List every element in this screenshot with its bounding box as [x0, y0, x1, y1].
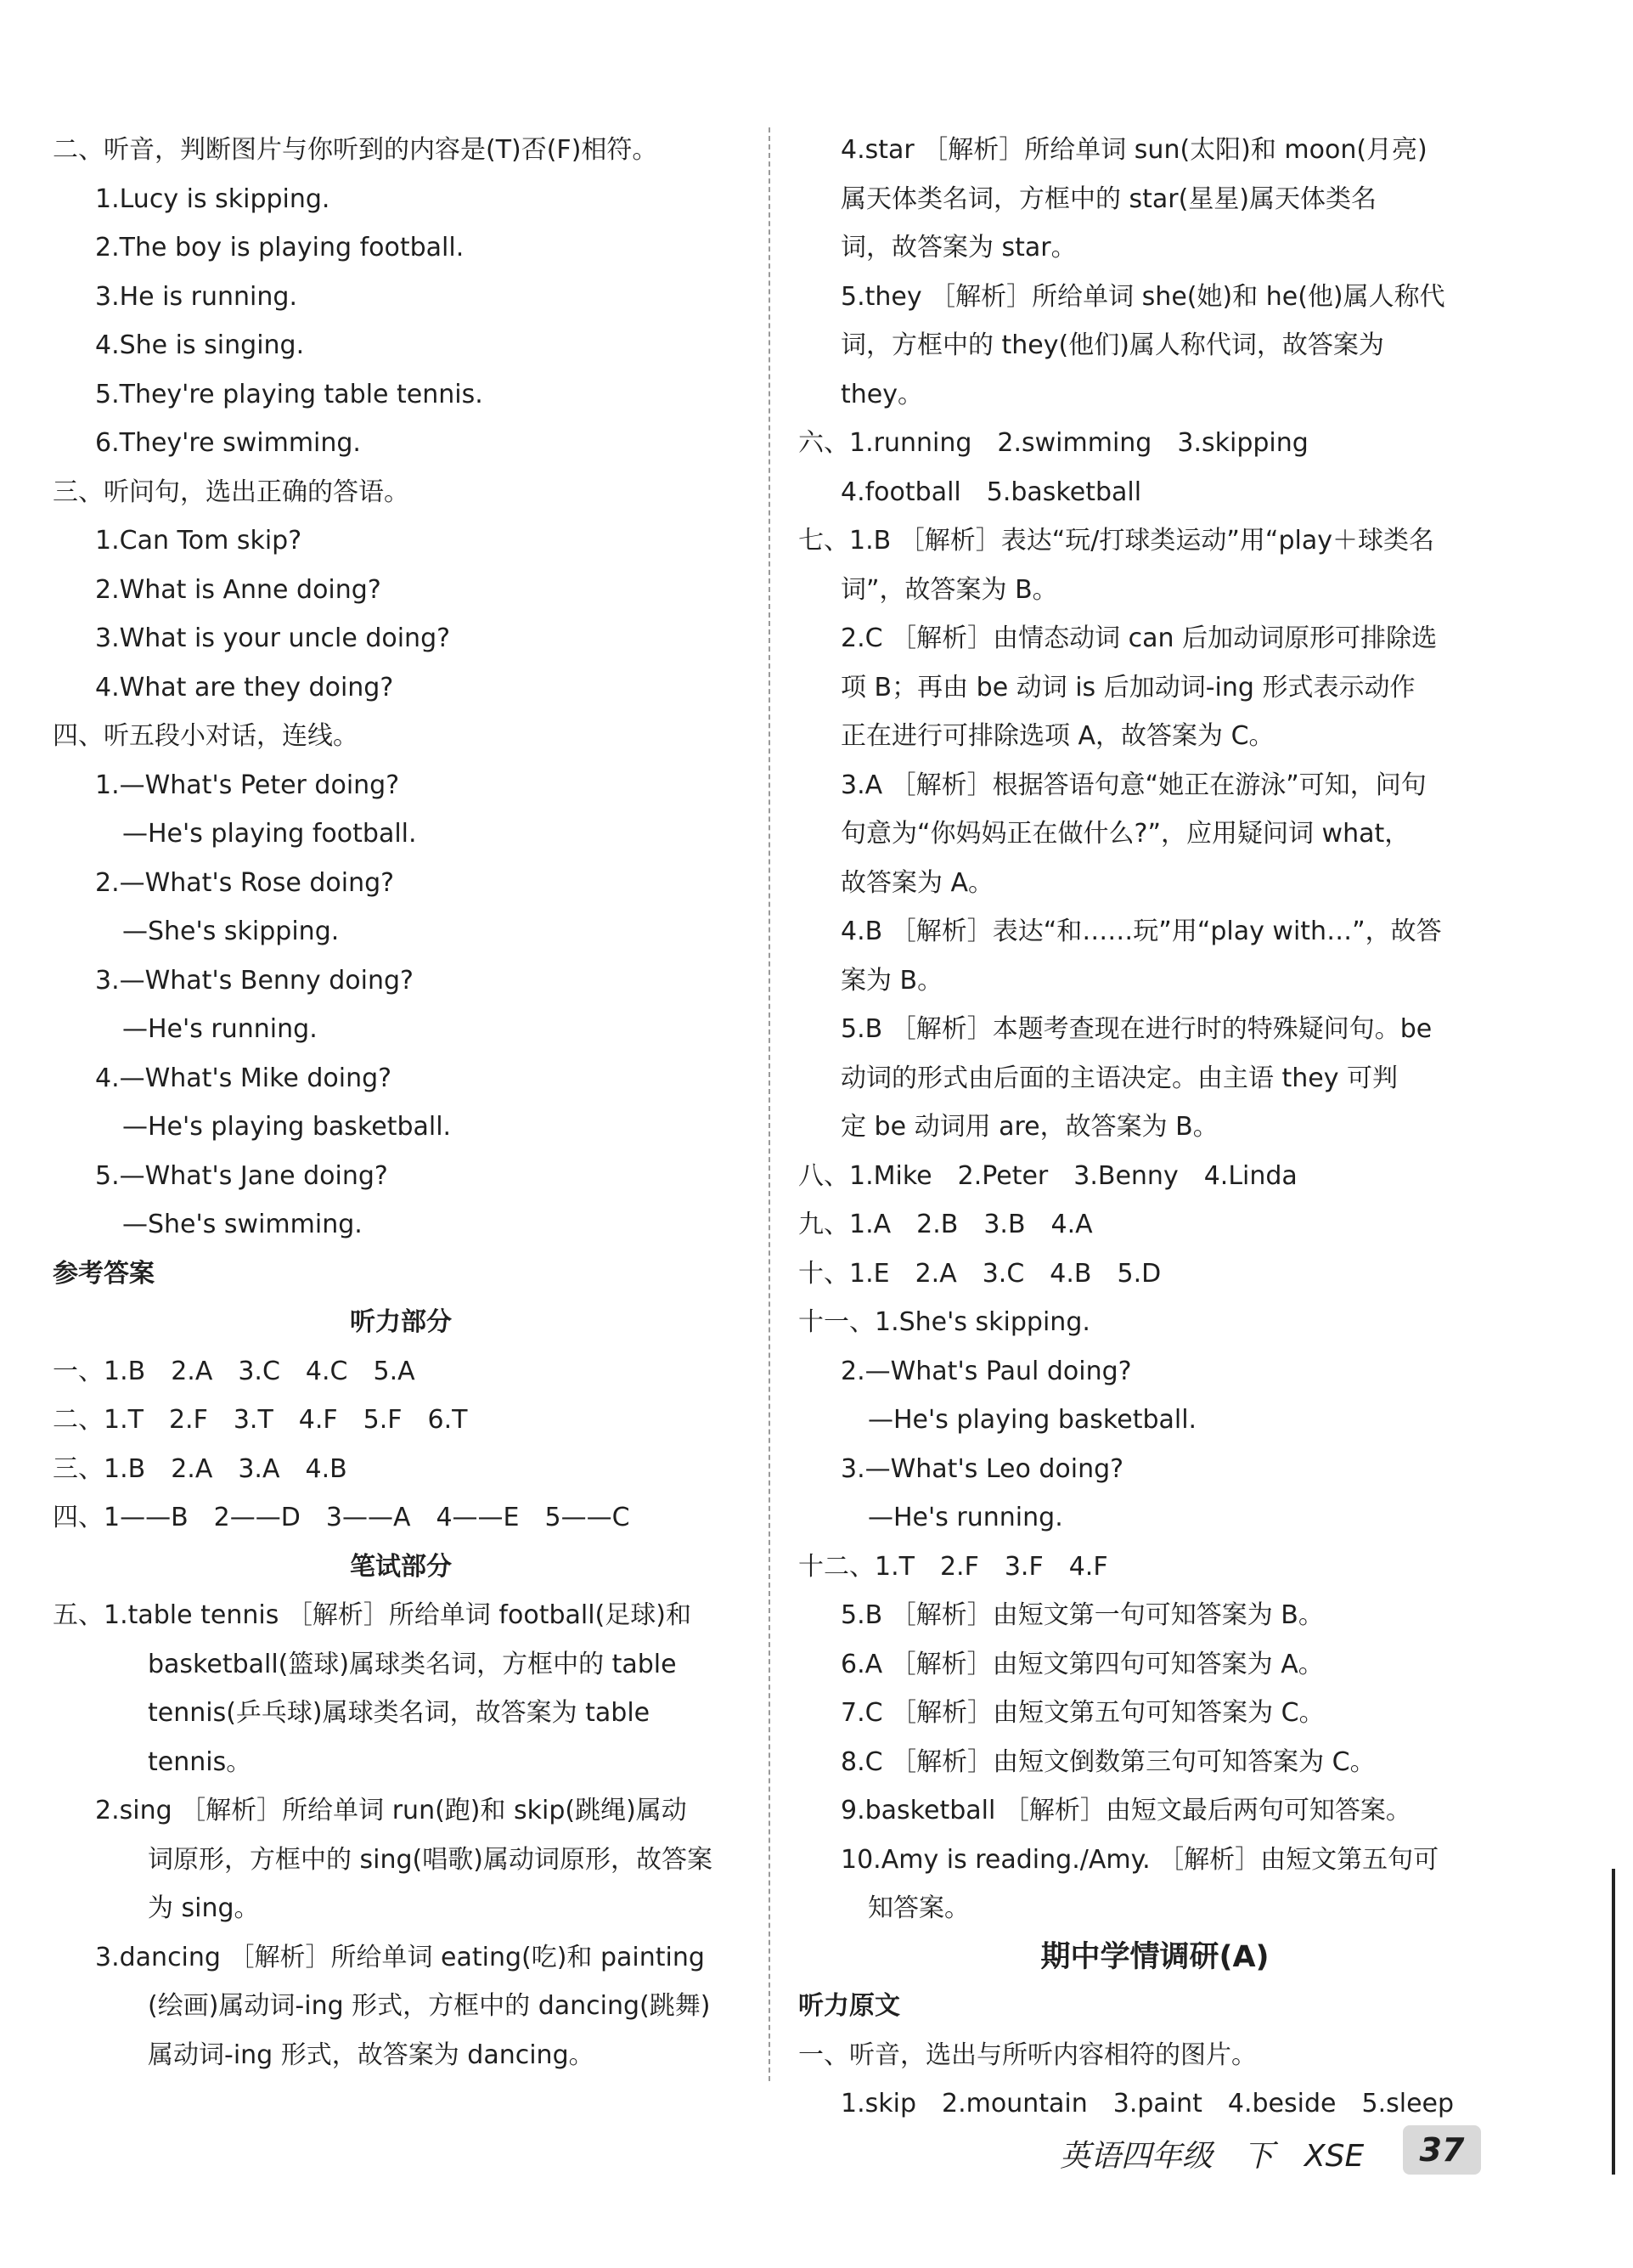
answer-line: 十一、1.She's skipping. — [798, 1307, 1090, 1337]
explanation-line: 词”，故答案为 B。 — [841, 574, 1058, 605]
transcript-line: 5.They're playing table tennis. — [95, 379, 483, 409]
dialogue-answer: —He's running. — [122, 1014, 318, 1044]
answer-line: 七、1.B ［解析］表达“玩/打球类运动”用“play＋球类名 — [798, 526, 1434, 556]
answer-line: 2.sing ［解析］所给单词 run(跑)和 skip(跳绳)属动 — [95, 1796, 687, 1825]
answer-line: 六、1.running 2.swimming 3.skipping — [798, 428, 1309, 458]
answer-key-heading: 参考答案 — [53, 1258, 155, 1289]
column-divider — [769, 127, 770, 2081]
explanation-line: 词，故答案为 star。 — [841, 233, 1077, 262]
explanation-line: 句意为“你妈妈正在做什么?”，应用疑问词 what， — [841, 819, 1411, 849]
explanation-line: (绘画)属动词-ing 形式，方框中的 dancing(跳舞) — [148, 1991, 711, 2021]
exam-title: 期中学情调研(A) — [1040, 1939, 1270, 1974]
dialogue-answer: —She's swimming. — [122, 1210, 363, 1239]
dialogue-question: 1.—What's Peter doing? — [95, 770, 400, 800]
explanation-line: 项 B；再由 be 动词 is 后加动词-ing 形式表示动作 — [841, 672, 1416, 702]
transcript-line: 1.skip 2.mountain 3.paint 4.beside 5.sleep — [841, 2089, 1455, 2118]
transcript-line: 6.They're swimming. — [95, 428, 361, 458]
answer-line: 十、1.E 2.A 3.C 4.B 5.D — [798, 1258, 1162, 1289]
explanation-line: basketball(篮球)属球类名词，方框中的 table — [148, 1649, 677, 1679]
explanation-line: 词原形，方框中的 sing(唱歌)属动词原形，故答案 — [148, 1844, 712, 1875]
section-heading: 三、听问句，选出正确的答语。 — [53, 477, 409, 507]
answer-line: 8.C ［解析］由短文倒数第三句可知答案为 C。 — [841, 1746, 1376, 1777]
answer-line: 4.football 5.basketball — [841, 477, 1142, 507]
dialogue-answer: —He's running. — [868, 1503, 1063, 1532]
transcript-line: 3.He is running. — [95, 281, 297, 312]
answer-line: 二、1.T 2.F 3.T 4.F 5.F 6.T — [53, 1405, 468, 1435]
explanation-line: tennis。 — [148, 1746, 252, 1777]
explanation-line: 属动词-ing 形式，故答案为 dancing。 — [148, 2040, 594, 2070]
written-part-heading: 笔试部分 — [350, 1551, 452, 1582]
explanation-line: 为 sing。 — [148, 1893, 260, 1923]
explanation-line: 词，方框中的 they(他们)属人称代词，故答案为 — [841, 330, 1384, 360]
answer-line: 9.basketball ［解析］由短文最后两句可知答案。 — [841, 1796, 1411, 1825]
dialogue-answer: —He's playing basketball. — [122, 1112, 452, 1142]
section-heading: 二、听音，判断图片与你听到的内容是(T)否(F)相符。 — [53, 135, 658, 165]
answer-line: 十二、1.T 2.F 3.F 4.F — [798, 1551, 1108, 1582]
transcript-line: 4.What are they doing? — [95, 672, 394, 702]
dialogue-question: 4.—What's Mike doing? — [95, 1063, 392, 1093]
explanation-line: 案为 B。 — [841, 965, 943, 996]
listening-part-heading: 听力部分 — [350, 1307, 452, 1337]
answer-line: 7.C ［解析］由短文第五句可知答案为 C。 — [841, 1698, 1325, 1728]
transcript-line: 3.What is your uncle doing? — [95, 623, 451, 653]
answer-line: 6.A ［解析］由短文第四句可知答案为 A。 — [841, 1649, 1324, 1679]
explanation-line: 正在进行可排除选项 A，故答案为 C。 — [841, 721, 1275, 751]
answer-line: 4.star ［解析］所给单词 sun(太阳)和 moon(月亮) — [841, 135, 1427, 165]
listening-transcript-heading: 听力原文 — [798, 1991, 900, 2021]
dialogue-question: 2.—What's Rose doing? — [95, 867, 395, 898]
answer-line: 3.A ［解析］根据答语句意“她正在游泳”可知，问句 — [841, 770, 1427, 800]
left-column — [53, 126, 749, 2079]
explanation-line: 动词的形式由后面的主语决定。由主语 they 可判 — [841, 1063, 1399, 1093]
answer-line: 5.B ［解析］由短文第一句可知答案为 B。 — [841, 1600, 1324, 1630]
explanation-line: 属天体类名词，方框中的 star(星星)属天体类名 — [841, 183, 1377, 214]
explanation-line: they。 — [841, 379, 923, 409]
dialogue-answer: —She's skipping. — [122, 917, 340, 946]
dialogue-answer: —He's playing basketball. — [868, 1405, 1197, 1435]
section-heading: 四、听五段小对话，连线。 — [53, 721, 358, 751]
answer-line: 八、1.Mike 2.Peter 3.Benny 4.Linda — [798, 1160, 1298, 1191]
transcript-line: 1.Can Tom skip? — [95, 526, 302, 556]
answer-line: 3.dancing ［解析］所给单词 eating(吃)和 painting — [95, 1942, 705, 1972]
dialogue-question: 3.—What's Benny doing? — [95, 965, 414, 996]
explanation-line: 定 be 动词用 are，故答案为 B。 — [841, 1112, 1219, 1142]
answer-line: 一、1.B 2.A 3.C 4.C 5.A — [53, 1356, 415, 1386]
binding-edge-mark — [1612, 1869, 1615, 2175]
book-title: 英语四年级 下 XSE — [1060, 2139, 1365, 2174]
answer-line: 九、1.A 2.B 3.B 4.A — [798, 1210, 1093, 1239]
transcript-line: 1.Lucy is skipping. — [95, 183, 330, 214]
transcript-line: 2.What is Anne doing? — [95, 574, 381, 605]
answer-line: 4.B ［解析］表达“和……玩”用“play with…”，故答 — [841, 917, 1442, 946]
dialogue-question: 3.—What's Leo doing? — [841, 1453, 1124, 1484]
dialogue-question: 2.—What's Paul doing? — [841, 1356, 1132, 1386]
explanation-line: tennis(乒乓球)属球类名词，故答案为 table — [148, 1698, 650, 1728]
dialogue-answer: —He's playing football. — [122, 819, 417, 849]
answer-line: 5.B ［解析］本题考查现在进行时的特殊疑问句。be — [841, 1014, 1433, 1044]
answer-line: 四、1——B 2——D 3——A 4——E 5——C — [53, 1503, 630, 1532]
right-column — [798, 126, 1512, 2129]
answer-line: 五、1.table tennis ［解析］所给单词 football(足球)和 — [53, 1600, 691, 1630]
transcript-line: 4.She is singing. — [95, 330, 305, 360]
dialogue-question: 5.—What's Jane doing? — [95, 1160, 388, 1191]
answer-line: 2.C ［解析］由情态动词 can 后加动词原形可排除选 — [841, 623, 1438, 653]
answer-line: 10.Amy is reading./Amy. ［解析］由短文第五句可 — [841, 1844, 1439, 1875]
answer-line: 三、1.B 2.A 3.A 4.B — [53, 1453, 347, 1484]
page-number-badge: 37 — [1403, 2125, 1481, 2175]
explanation-line: 故答案为 A。 — [841, 867, 994, 898]
section-heading: 一、听音，选出与所听内容相符的图片。 — [798, 2040, 1257, 2070]
answer-line: 5.they ［解析］所给单词 she(她)和 he(他)属人称代 — [841, 281, 1445, 312]
transcript-line: 2.The boy is playing football. — [95, 233, 465, 262]
explanation-line: 知答案。 — [868, 1893, 970, 1923]
